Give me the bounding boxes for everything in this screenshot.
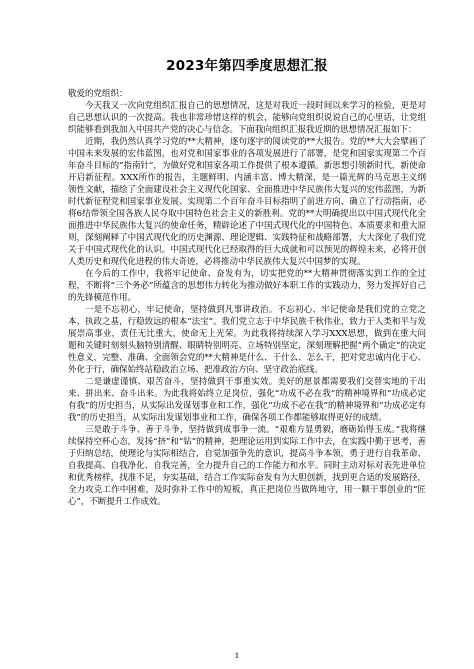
document-title: 2023年第四季度思想汇报 bbox=[166, 59, 328, 74]
paragraph-study-spirit: 近期，我仍然认真学习党的**大精神，逐句逐字的阅读党的**大报告。党的**大大会擘画了中国未来发展的宏伟蓝图，也对党和国家事业的各项发展进行了部署，是党和国家实现第二个百年奋斗目标的“指南针”，为做好党和国家各项工作提供了根本遵循。新思想引领新时代，新使命开启新征程。XXX所作的报告，主题鲜明、内涵丰富、博大精深，是一篇光辉的马克思主义纲领性文献，描绘了全面建设社会主义现代化国家、全面推进中华民族伟大复兴的宏伟蓝图，为新时代新征程党和国家事业发展、实现第二个百年奋斗目标指明了前进方向、确立了行动指南，必将6结带领全国各族人民夺取中国特色社会主义的新胜利。党的**大明确提出以中国式现代化全面推进中华民族伟大复兴的使命任务，精辟论述了中国式现代化的中国特色、本质要求和重大原则，深刻阐释了中国式现代化的历史渊源、理论逻辑、实践特征和战略部署，大大深化了我们党关于中国式现代化的认识。中国式现代化已经取得的巨大成就和可以预见的辉煌未来，必将开创人类历史和现代化进程的伟大奇迹，必将推动中华民族伟大复兴中国梦的实现。 bbox=[68, 137, 426, 267]
salutation: 敬爱的党组织： bbox=[68, 89, 128, 99]
paragraph-point-three: 三是敢于斗争、善于斗争，坚持做到成事争一流。“艰难方显勇毅，磨砺始得玉成。”我将继续保持空杯心态，发扬“挤”和“钻”的精神，把理论运用到实际工作中去，在实践中勤于思考，善于归纳总结，使理论与实际相结合，自觉加强争先的意识，提高斗争本领，勇于进行自我革命、自我提高、自我净化、自我完善，全力提升自己的工作能力和水平。同时主动对标对表先进单位和优秀榜样，找准不足，夯实基础，结合工作实际奋发有为大胆创新，找到更合适的发展路径，全力攻克工作中困难，及时弥补工作中的短板，真正把岗位当做阵地守，用一颗干事创业的“匠心”，不断提升工作成效。 bbox=[68, 425, 426, 507]
paragraph-point-one: 一是不忘初心，牢记使命，坚持做到凡事讲政治。不忘初心、牢记使命是我们党的立党之本、执政之基，行稳致远的根本“法宝”。我们党立志于中华民族千秋伟业，致力于人类和平与发展崇高事业，责任无比重大，使命无上光荣。为此我将持续深入学习XXX思想，做到在重大问题和关键时刻刻头脑特别清醒、眼睛特别明亮、立场特别坚定，深刻理解把握“两个确定”的决定性意义，完整、准确、全面领会党的**大精神是什么、干什么、怎么干，把对党忠诚内化于心、外化于行，确保始终站稳政治立场、把准政治方向、坚守政治底线。 bbox=[68, 305, 426, 375]
paragraph-intro: 今天我又一次向党组织汇报自己的思想情况，这是对我近一段时间以来学习的检验，更是对自己思想认识的一次提高。我也非常珍惜这样的机会，能够向党组织说说自己的心里话，让党组织能够看到我加入中国共产党的决心与信念。下面我向组织汇报我近期的思想情况汇报如下： bbox=[68, 101, 426, 135]
page-number: 1 bbox=[234, 651, 240, 660]
paragraph-future-work: 在今后的工作中，我将牢记使命、奋发有为，切实把党的**大精神贯彻落实到工作的全过程，不断将“三个务必”所蕴含的思想伟力转化为推动做好本职工作的实践动力，努力发挥好自己的先锋模范作用。 bbox=[68, 269, 426, 303]
paragraph-point-two: 二是谦虚谨慎、艰苦奋斗，坚持做到干事重实效。美好的愿景都需要我们交替实地的干出来、拼出来、奋斗出来。为此我将始终立足岗位，强化“功成不必在我”的精神境界和“功成必定有我”的历史担当，从实际出发谋划事业和工作，强化“功成不必在我”的精神境界和“功成必定有我”的历史担当，从实际出发谋划事业和工作，确保各项工作都能够取得更好的成绩。 bbox=[68, 377, 426, 423]
